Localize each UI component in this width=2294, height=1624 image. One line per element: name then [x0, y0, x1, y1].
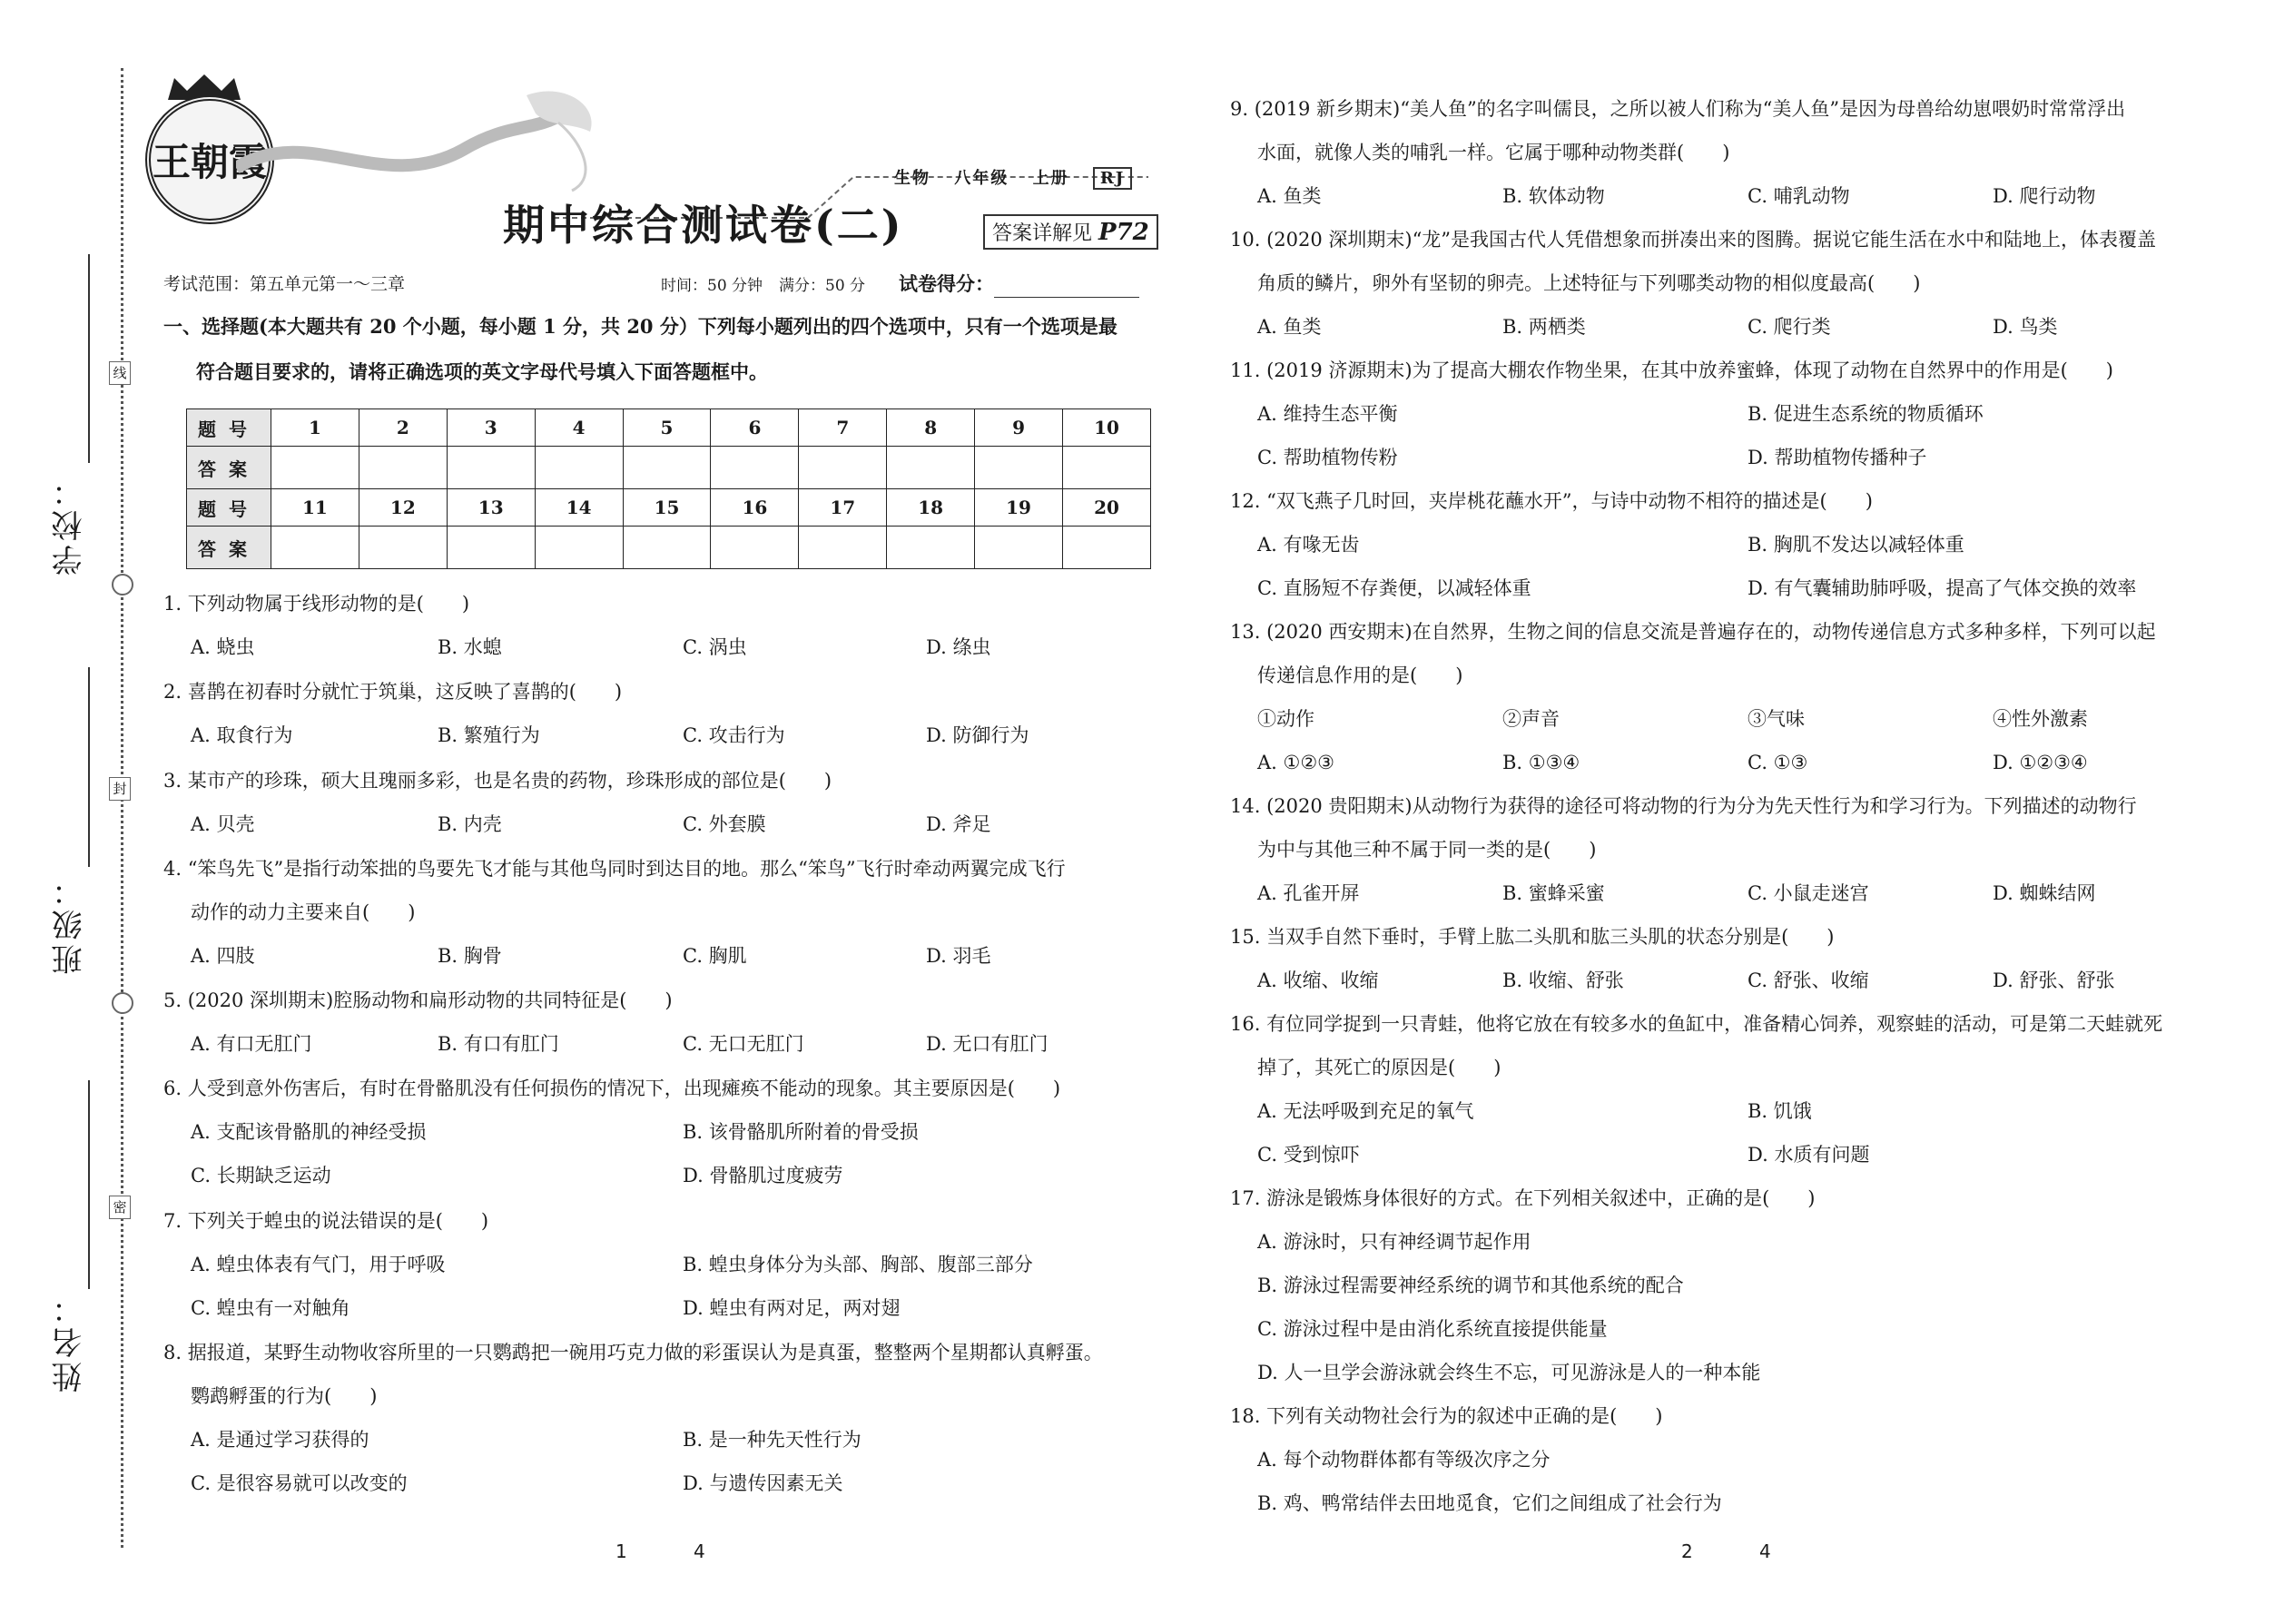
statement-item: ④性外激素 — [1993, 708, 2088, 730]
option[interactable]: A. 有口无肛门 — [191, 1033, 312, 1055]
option[interactable]: A. 维持生态平衡 — [1257, 403, 1398, 425]
question-number-cell: 4 — [535, 409, 623, 447]
question-stem: 15. 当双手自然下垂时，手臂上肱二头肌和肱三头肌的状态分别是( ) — [1230, 926, 1835, 948]
answer-cell[interactable] — [359, 447, 447, 489]
question-number-cell: 16 — [711, 489, 799, 527]
seal-char-feng: 封 — [109, 777, 131, 801]
exam-time: 时间：50 分钟 — [661, 277, 763, 295]
question-stem-cont: 传递信息作用的是( ) — [1257, 664, 1463, 686]
seal-char-xian: 线 — [109, 361, 131, 385]
answer-cell[interactable] — [535, 527, 623, 569]
answer-reference — [983, 214, 1158, 250]
question-number-cell: 19 — [975, 489, 1063, 527]
question-stem: 17. 游泳是锻炼身体很好的方式。在下列相关叙述中，正确的是( ) — [1230, 1187, 1816, 1209]
option[interactable]: C. 长期缺乏运动 — [191, 1165, 331, 1186]
row-label-number: 题号 — [187, 489, 271, 527]
option[interactable]: B. 有口有肛门 — [438, 1033, 559, 1055]
option[interactable]: D. 鸟类 — [1993, 316, 2058, 338]
question-stem: 2. 喜鹊在初春时分就忙于筑巢，这反映了喜鹊的( ) — [163, 681, 623, 703]
option[interactable]: D. 蝗虫有两对足，两对翅 — [683, 1297, 901, 1319]
class-fill-line — [88, 667, 90, 867]
option[interactable]: B. 胸肌不发达以减轻体重 — [1748, 534, 1964, 556]
option[interactable]: C. 小鼠走迷宫 — [1748, 882, 1869, 904]
page-total-right: 4 — [1759, 1540, 1771, 1562]
option[interactable]: B. 饥饿 — [1748, 1100, 1812, 1122]
page-number-right: 2 — [1681, 1540, 1693, 1562]
option[interactable]: A. 无法呼吸到充足的氧气 — [1257, 1100, 1474, 1122]
answer-grid-answer-row — [187, 527, 1151, 569]
option[interactable]: B. 水螅 — [438, 636, 502, 658]
option[interactable]: D. 爬行动物 — [1993, 185, 2096, 207]
option[interactable]: C. 无口无肛门 — [683, 1033, 804, 1055]
question-stem: 5. (2020 深圳期末)腔肠动物和扁形动物的共同特征是( ) — [163, 989, 673, 1011]
class-label: 班级： — [52, 871, 88, 975]
question-stem: 10. (2020 深圳期末)“龙”是我国古代人凭借想象而拼凑出来的图腾。据说它能生活在水中和陆地上，体表覆盖 — [1230, 229, 2157, 251]
option[interactable]: B. 该骨骼肌所附着的骨受损 — [683, 1121, 919, 1143]
name-label: 姓名： — [52, 1289, 88, 1393]
option[interactable]: B. 两栖类 — [1502, 316, 1586, 338]
option[interactable]: C. 帮助植物传粉 — [1257, 447, 1398, 468]
option[interactable]: D. 舒张、舒张 — [1993, 969, 2115, 991]
question-stem: 9. (2019 新乡期末)“美人鱼”的名字叫儒艮，之所以被人们称为“美人鱼”是因为母兽给幼崽喂奶时常常浮出 — [1230, 98, 2126, 120]
brand-logo-text: 王朝霞 — [152, 140, 267, 184]
option[interactable]: A. 支配该骨骼肌的神经受损 — [191, 1121, 427, 1143]
full-score: 满分：50 分 — [779, 277, 866, 295]
answer-cell[interactable] — [799, 447, 887, 489]
row-label-answer: 答案 — [187, 527, 271, 569]
question-number-cell: 8 — [887, 409, 975, 447]
statement-item: ②声音 — [1502, 708, 1560, 730]
question-stem-cont: 角质的鳞片，卵外有坚韧的卵壳。上述特征与下列哪类动物的相似度最高( ) — [1257, 272, 1921, 294]
option[interactable]: A. 鱼类 — [1257, 316, 1322, 338]
answer-ref-prefix: 答案详解见 — [992, 222, 1093, 245]
question-number-cell: 20 — [1063, 489, 1151, 527]
option[interactable]: A. 贝壳 — [191, 813, 255, 835]
answer-cell[interactable] — [1063, 527, 1151, 569]
answer-cell[interactable] — [535, 447, 623, 489]
binding-dotted-line — [121, 68, 123, 1548]
question-number-cell: 6 — [711, 409, 799, 447]
option[interactable]: A. 每个动物群体都有等级次序之分 — [1257, 1449, 1551, 1471]
answer-grid-header-row — [187, 489, 1151, 527]
binding-hole-mark — [112, 992, 133, 1014]
option[interactable]: A. 收缩、收缩 — [1257, 969, 1379, 991]
row-label-number: 题号 — [187, 409, 271, 447]
question-number-cell: 12 — [359, 489, 447, 527]
question-number-cell: 14 — [535, 489, 623, 527]
answer-cell[interactable] — [447, 527, 535, 569]
question-stem-cont: 为中与其他三种不属于同一类的是( ) — [1257, 839, 1597, 861]
question-stem: 1. 下列动物属于线形动物的是( ) — [163, 593, 470, 615]
score-field[interactable] — [899, 271, 1139, 298]
option[interactable]: A. 是通过学习获得的 — [191, 1429, 369, 1451]
question-stem: 11. (2019 济源期末)为了提高大棚农作物坐果，在其中放养蜜蜂，体现了动物在自然界中的作用是( ) — [1230, 359, 2113, 381]
question-number-cell: 1 — [271, 409, 359, 447]
answer-cell[interactable] — [1063, 447, 1151, 489]
option[interactable]: A. 游泳时，只有神经调节起作用 — [1257, 1231, 1531, 1253]
question-stem: 6. 人受到意外伤害后，有时在骨骼肌没有任何损伤的情况下，出现瘫痪不能动的现象。其主要原因是( ) — [163, 1078, 1061, 1099]
page-number-left: 1 — [615, 1540, 627, 1562]
option[interactable]: B. 蜜蜂采蜜 — [1502, 882, 1605, 904]
option[interactable]: D. 羽毛 — [926, 945, 991, 967]
answer-ref-page: P72 — [1098, 219, 1149, 246]
exam-scope: 考试范围：第五单元第一～三章 — [163, 274, 406, 294]
question-stem: 14. (2020 贵阳期末)从动物行为获得的途径可将动物的行为分为先天性行为和学习行为。下列描述的动物行 — [1230, 795, 2137, 817]
question-stem-cont: 水面，就像人类的哺乳一样。它属于哪种动物类群( ) — [1257, 142, 1730, 163]
answer-cell[interactable] — [711, 447, 799, 489]
seal-char-mi: 密 — [109, 1196, 131, 1219]
option[interactable]: C. 攻击行为 — [683, 724, 785, 746]
option[interactable]: B. 软体动物 — [1502, 185, 1605, 207]
option[interactable]: C. 哺乳动物 — [1748, 185, 1850, 207]
answer-cell[interactable] — [359, 527, 447, 569]
question-stem-cont: 鹦鹉孵蛋的行为( ) — [191, 1385, 378, 1407]
answer-cell[interactable] — [623, 447, 711, 489]
question-number-cell: 13 — [447, 489, 535, 527]
subject-tags — [894, 165, 1148, 189]
option[interactable]: B. 是一种先天性行为 — [683, 1429, 861, 1451]
name-fill-line — [88, 1080, 90, 1289]
option[interactable]: B. 繁殖行为 — [438, 724, 540, 746]
question-number-cell: 2 — [359, 409, 447, 447]
question-stem: 18. 下列有关动物社会行为的叙述中正确的是( ) — [1230, 1405, 1663, 1427]
option[interactable]: B. 鸡、鸭常结伴去田地觅食，它们之间组成了社会行为 — [1257, 1492, 1722, 1514]
option[interactable]: B. 收缩、舒张 — [1502, 969, 1624, 991]
option[interactable]: C. 蝗虫有一对触角 — [191, 1297, 350, 1319]
option[interactable]: D. 帮助植物传播种子 — [1748, 447, 1927, 468]
option[interactable]: A. 取食行为 — [191, 724, 293, 746]
question-stem: 8. 据报道，某野生动物收容所里的一只鹦鹉把一碗用巧克力做的彩蛋误认为是真蛋，整整两个星期都认真孵蛋。 — [163, 1342, 1103, 1363]
question-number-cell: 9 — [975, 409, 1063, 447]
option[interactable]: D. 绦虫 — [926, 636, 991, 658]
section-instructions-1: 一、选择题(本大题共有 20 个小题，每小题 1 分，共 20 分）下列每小题列出的四个选项中，只有一个选项是最 — [163, 315, 1117, 338]
question-number-cell: 15 — [623, 489, 711, 527]
question-number-cell: 3 — [447, 409, 535, 447]
section-instructions-2: 符合题目要求的，请将正确选项的英文字母代号填入下面答题框中。 — [196, 360, 768, 383]
option[interactable]: C. ①③ — [1748, 752, 1808, 773]
option[interactable]: B. 内壳 — [438, 813, 502, 835]
answer-cell[interactable] — [271, 447, 359, 489]
option[interactable]: B. 游泳过程需要神经系统的调节和其他系统的配合 — [1257, 1275, 1684, 1296]
option[interactable]: D. 有气囊辅助肺呼吸，提高了气体交换的效率 — [1748, 577, 2137, 599]
question-stem-cont: 掉了，其死亡的原因是( ) — [1257, 1057, 1501, 1078]
page-title: 期中综合测试卷(二) — [503, 201, 904, 250]
option[interactable]: A. 孔雀开屏 — [1257, 882, 1360, 904]
option[interactable]: D. 斧足 — [926, 813, 991, 835]
answer-cell[interactable] — [975, 527, 1063, 569]
question-number-cell: 18 — [887, 489, 975, 527]
option[interactable]: D. 无口有肛门 — [926, 1033, 1049, 1055]
option[interactable]: B. 蝗虫身体分为头部、胸部、腹部三部分 — [683, 1254, 1033, 1275]
option[interactable]: A. 蝗虫体表有气门，用于呼吸 — [191, 1254, 446, 1275]
score-label: 试卷得分： — [899, 272, 994, 295]
option[interactable]: D. 水质有问题 — [1748, 1144, 1870, 1166]
edition-tag: RJ — [1093, 167, 1132, 190]
answer-cell[interactable] — [975, 447, 1063, 489]
question-stem: 7. 下列关于蝗虫的说法错误的是( ) — [163, 1210, 489, 1232]
subject-tag: 生物 — [894, 169, 930, 188]
question-number-cell: 7 — [799, 409, 887, 447]
answer-cell[interactable] — [271, 527, 359, 569]
option[interactable]: D. 人一旦学会游泳就会终生不忘，可见游泳是人的一种本能 — [1257, 1362, 1761, 1383]
answer-cell[interactable] — [623, 527, 711, 569]
answer-cell[interactable] — [887, 527, 975, 569]
score-blank[interactable] — [994, 277, 1139, 298]
option[interactable]: D. 骨骼肌过度疲劳 — [683, 1165, 843, 1186]
row-label-answer: 答案 — [187, 447, 271, 489]
answer-grid-header-row — [187, 409, 1151, 447]
option[interactable]: A. 四肢 — [191, 945, 255, 967]
option[interactable]: A. 有喙无齿 — [1257, 534, 1360, 556]
option[interactable]: C. 是很容易就可以改变的 — [191, 1472, 408, 1494]
answer-cell[interactable] — [799, 527, 887, 569]
option[interactable]: A. 蛲虫 — [191, 636, 255, 658]
option[interactable]: C. 舒张、收缩 — [1748, 969, 1869, 991]
question-stem: 12. “双飞燕子几时回，夹岸桃花蘸水开”，与诗中动物不相符的描述是( ) — [1230, 490, 1873, 512]
option[interactable]: D. 防御行为 — [926, 724, 1029, 746]
option[interactable]: D. ①②③④ — [1993, 752, 2088, 773]
question-stem: 4. “笨鸟先飞”是指行动笨拙的鸟要先飞才能与其他鸟同时到达目的地。那么“笨鸟”飞行时牵动两翼完成飞行 — [163, 858, 1066, 880]
volume-tag: 上册 — [1032, 169, 1069, 188]
question-number-cell: 17 — [799, 489, 887, 527]
question-number-cell: 10 — [1063, 409, 1151, 447]
option[interactable]: D. 与遗传因素无关 — [683, 1472, 843, 1494]
binding-hole-mark — [112, 574, 133, 595]
answer-cell[interactable] — [711, 527, 799, 569]
school-label: 学校： — [52, 472, 88, 576]
option[interactable]: C. 外套膜 — [683, 813, 766, 835]
question-stem-cont: 动作的动力主要来自( ) — [191, 901, 416, 923]
grade-tag: 八年级 — [954, 169, 1009, 188]
answer-grid — [186, 408, 1151, 569]
question-stem: 3. 某市产的珍珠，硕大且瑰丽多彩，也是名贵的药物，珍珠形成的部位是( ) — [163, 770, 832, 792]
school-fill-line — [88, 254, 90, 463]
question-number-cell: 11 — [271, 489, 359, 527]
answer-grid-answer-row — [187, 447, 1151, 489]
page-total-left: 4 — [694, 1540, 705, 1562]
question-stem: 13. (2020 西安期末)在自然界，生物之间的信息交流是普遍存在的，动物传递信息方式多种多样，下列可以起 — [1230, 621, 2156, 643]
statement-item: ③气味 — [1748, 708, 1805, 730]
option[interactable]: B. ①③④ — [1502, 752, 1580, 773]
question-number-cell: 5 — [623, 409, 711, 447]
option[interactable]: B. 促进生态系统的物质循环 — [1748, 403, 1984, 425]
option[interactable]: D. 蜘蛛结网 — [1993, 882, 2096, 904]
option[interactable]: B. 胸骨 — [438, 945, 502, 967]
option[interactable]: C. 爬行类 — [1748, 316, 1831, 338]
option[interactable]: C. 受到惊吓 — [1257, 1144, 1360, 1166]
option[interactable]: C. 胸肌 — [683, 945, 747, 967]
option[interactable]: A. ①②③ — [1257, 752, 1334, 773]
option[interactable]: C. 涡虫 — [683, 636, 747, 658]
question-stem: 16. 有位同学捉到一只青蛙，他将它放在有较多水的鱼缸中，准备精心饲养，观察蛙的活动，可是第二天蛙就死 — [1230, 1013, 2163, 1035]
statement-item: ①动作 — [1257, 708, 1314, 730]
option[interactable]: C. 直肠短不存粪便，以减轻体重 — [1257, 577, 1531, 599]
option[interactable]: A. 鱼类 — [1257, 185, 1322, 207]
option[interactable]: C. 游泳过程中是由消化系统直接提供能量 — [1257, 1318, 1608, 1340]
answer-cell[interactable] — [887, 447, 975, 489]
answer-cell[interactable] — [447, 447, 535, 489]
